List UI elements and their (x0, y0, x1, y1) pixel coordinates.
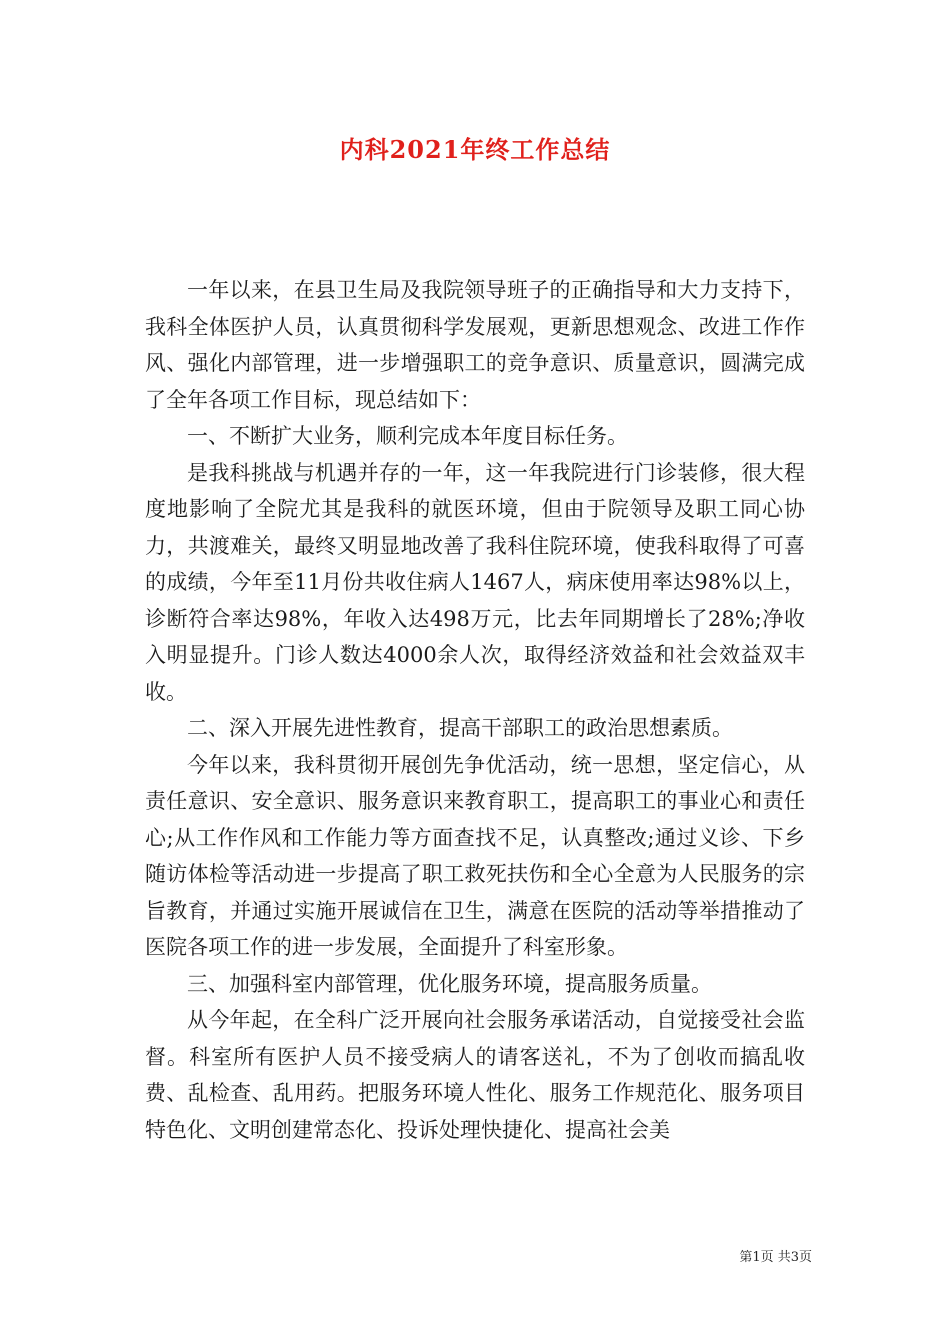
page-number-footer: 第1页 共3页 (739, 1250, 812, 1265)
section-heading-3: 三、加强科室内部管理，优化服务环境，提高服务质量。 (187, 971, 712, 996)
section-heading-2: 二、深入开展先进性教育，提高干部职工的政治思想素质。 (187, 716, 733, 740)
paragraph-section-2: 今年以来，我科贯彻开展创先争优活动，统一思想，坚定信心，从责任意识、安全意识、服务意识来教育职工，提高职工的事业心和责任心;从工作作风和工作能力等方面查找不足，认真整改;通过义诊、下乡随访体检等活动进一步提高了职工救死扶伤和全心全意为人民服务的宗旨教育，并通过实施开展诚信在卫生，满意在医院的活动等举措推动了医院各项工作的进一步发展，全面提升了科室形象。 (145, 752, 805, 959)
paragraph-section-1: 是我科挑战与机遇并存的一年，这一年我院进行门诊装修，很大程度地影响了全院尤其是我科的就医环境，但由于院领导及职工同心协力，共渡难关，最终又明显地改善了我科住院环境，使我科取得了可喜的成绩，今年至11月份共收住病人1467人，病床使用率达98%以上，诊断符合率达98%，年收入达498万元，比去年同期增长了28%;净收入明显提升。门诊人数达4000余人次，取得经济效益和社会效益双丰收。 (145, 460, 805, 704)
paragraph-section-3: 从今年起，在全科广泛开展向社会服务承诺活动，自觉接受社会监督。科室所有医护人员不接受病人的请客送礼，不为了创收而搞乱收费、乱检查、乱用药。把服务环境人性化、服务工作规范化、服务项目特色化、文明创建常态化、投诉处理快捷化、提高社会美 (145, 1008, 805, 1142)
document-title: 内科2021年终工作总结 (339, 135, 611, 164)
document-body (145, 272, 805, 1148)
section-heading-1: 一、不断扩大业务，顺利完成本年度目标任务。 (187, 424, 628, 448)
paragraph-intro: 一年以来，在县卫生局及我院领导班子的正确指导和大力支持下，我科全体医护人员，认真贯彻科学发展观，更新思想观念、改进工作作风、强化内部管理，进一步增强职工的竞争意识、质量意识，圆满完成了全年各项工作目标，现总结如下： (145, 278, 805, 412)
